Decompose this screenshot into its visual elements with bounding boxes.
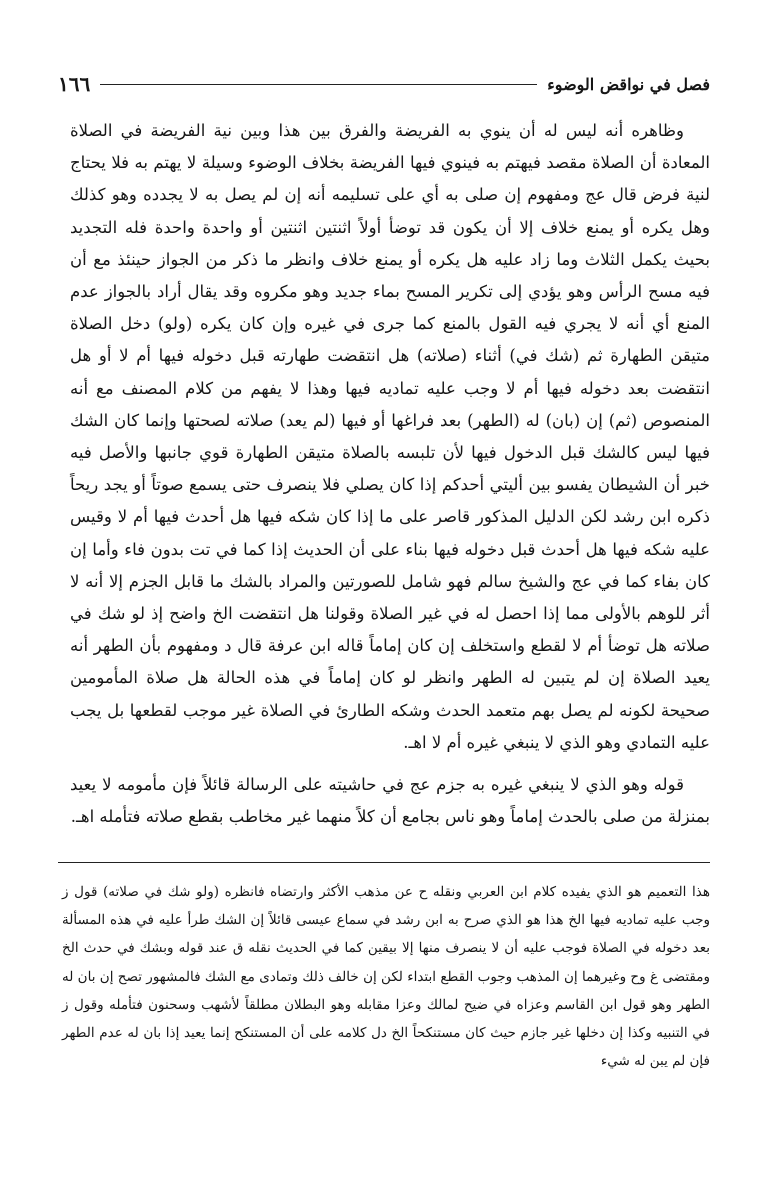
section-title: فصل في نواقض الوضوء	[547, 74, 710, 94]
main-paragraph: وظاهره أنه ليس له أن ينوي به الفريضة والفرق بين هذا وبين نية الفريضة في الصلاة المعادة أن الصلاة مقصد فيهتم به فينوي فيها الفريضة بخلاف الوضوء وسيلة لا يهتم به فلا يحتاج لنية فرض قال عج ومفهوم إن صلى به أي على تسليمه أنه إن لم يصل به لا يجدده وهو كذلك وهل يكره أو يمنع خلاف إلا أن يكون قد توضأ أولاً اثنتين اثنتين أو واحدة واحدة فله التجديد بحيث يكمل الثلاث وما زاد عليه هل يكره أو يمنع خلاف وانظر ما ذكر من الجواز حينئذ مع أن فيه مسح الرأس وهو يؤدي إلى تكرير المسح بماء جديد وهو مكروه وقد يقال أراد بالجواز عدم المنع أي أنه لا يجري فيه القول بالمنع كما جرى في غيره وإن كان يكره (ولو) دخل الصلاة متيقن الطهارة ثم (شك في) أثناء (صلاته) هل انتقضت طهارته قبل دخوله فيها أم لا أو هل انتقضت بعد دخوله فيها أم لا وجب عليه تماديه فيها وهذا لا يفهم من كلام المصنف مع أنه المنصوص (ثم) إن (بان) له (الطهر) بعد فراغها أو فيها (لم يعد) صلاته لصحتها وإنما كان الشك فيها ليس كالشك قبل الدخول فيها لأن تلبسه بالصلاة متيقن الطهارة قوي جانبها والأصل فيه خبر أن الشيطان يفسو بين أليتي أحدكم إذا كان يصلي فلا ينصرف حتى يسمع صوتاً أو يجد ريحاً ذكره ابن رشد لكن الدليل المذكور قاصر على ما إذا كان شكه فيها هل أحدث فيها أم لا وقيس عليه شكه فيها هل أحدث قبل دخوله فيها بناء على أن الحديث إذا كما في تت بدون فاء وأما إن كان بفاء كما في عج والشيخ سالم فهو شامل للصورتين والمراد بالشك ما قابل الجزم إلا أنه لا أثر للوهم بالأولى مما إذا احصل له في غير الصلاة وقولنا هل انتقضت الخ واضح إذ لو شك في صلاته هل توضأ أم لا لقطع واستخلف إن كان إماماً قاله ابن عرفة قال د ومفهوم بأن الطهر أنه يعيد الصلاة إن لم يتبين له الطهر وانظر لو كان إماماً في هذه الحالة هل صلاة المأمومين صحيحة لكونه لم يصل بهم متعمد الحدث وشكه الطارئ في الصلاة غير موجب لقطعها بل يجب عليه التمادي وهو الذي لا ينبغي غيره أم لا اهـ.	[70, 121, 710, 752]
page-header	[58, 71, 710, 97]
page-number: ١٦٦	[58, 72, 91, 96]
main-paragraph: قوله وهو الذي لا ينبغي غيره به جزم عج في حاشيته على الرسالة قائلاً فإن مأمومه لا يعيد بمنزلة من صلى بالحدث إماماً وهو ناس بجامع أن كلاً منهما غير مخاطب بقطع صلاته فتأمله اهـ.	[70, 775, 710, 827]
header-rule	[100, 84, 537, 85]
footnotes	[62, 878, 710, 1075]
footnote-paragraph: هذا التعميم هو الذي يفيده كلام ابن العربي ونقله ح عن مذهب الأكثر وارتضاه فانظره (ولو شك في صلاته) قول ز وجب عليه تماديه فيها الخ هذا هو الذي صرح به ابن رشد في سماع عيسى قائلاً إن الشك طرأ عليه في هذه المسألة بعد دخوله في الصلاة فوجب عليه أن لا ينصرف منها إلا بيقين كما في الحديث نقله ق عند قوله وبشك في حدث الخ ومقتضى غ وح وغيرهما إن المذهب وجوب القطع ابتداء لكن إن خالف ذلك وتمادى مع الشك فالمشهور تصح إن بان له الطهر وهو قول ابن القاسم وعزاه في ضيح لمالك وعزا مقابله وهو البطلان مطلقاً لأشهب وسحنون فتأمله وقول ز في التنبيه وكذا إن دخلها غير جازم حيث كان مستنكحاً الخ دل كلامه على أن المستنكح إنما يعيد إذا بان له عدم الطهر فإن لم يبن له شيء	[62, 884, 710, 1070]
footnote-separator	[58, 862, 710, 863]
main-text	[70, 115, 710, 833]
